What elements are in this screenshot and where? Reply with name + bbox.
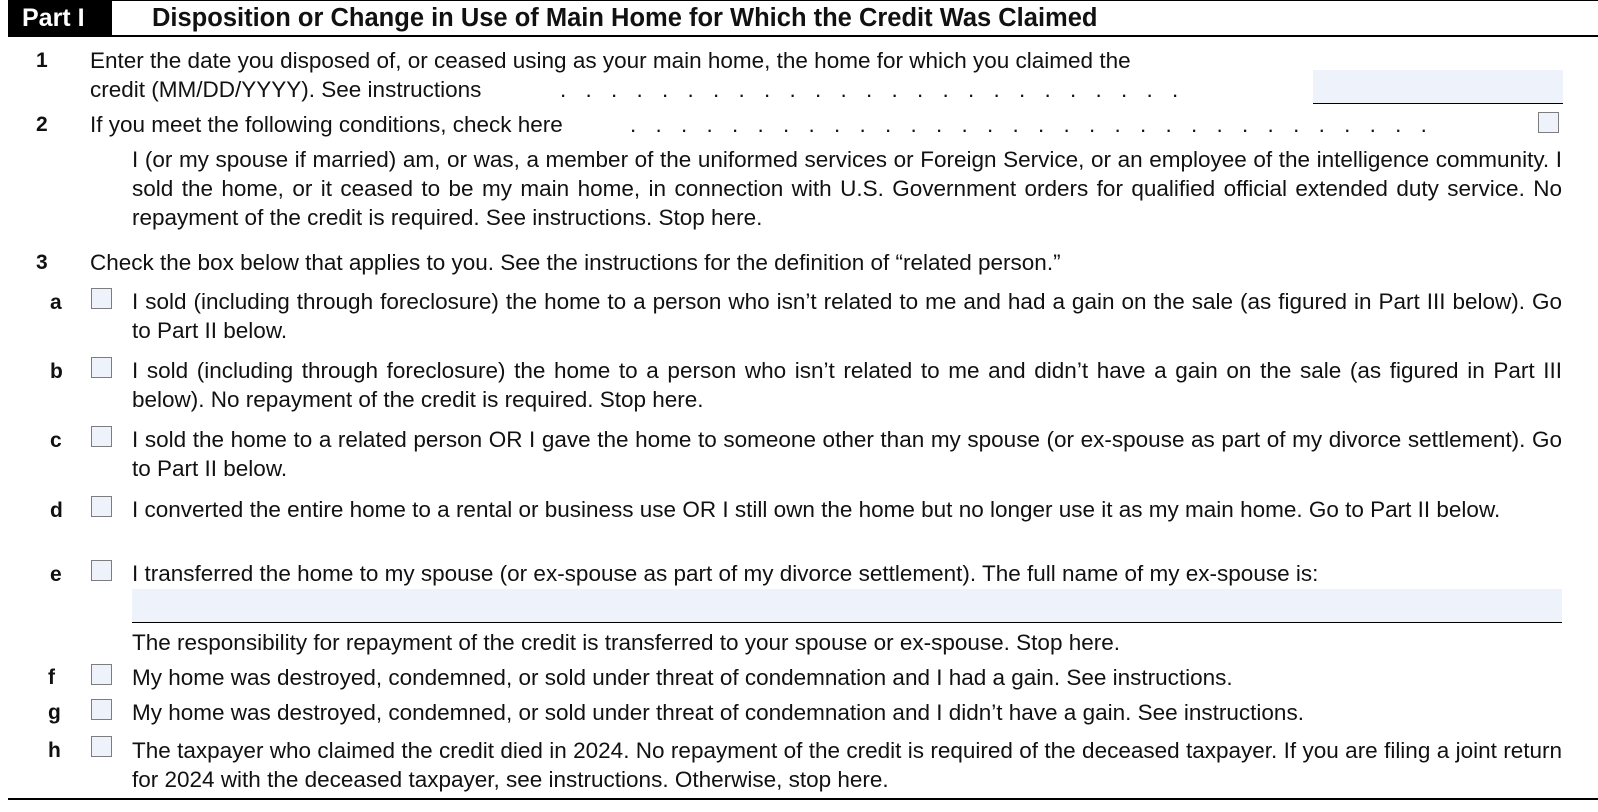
line-1-text-continued: credit (MM/DD/YYYY). See instructions bbox=[90, 77, 482, 102]
option-b-letter: b bbox=[50, 360, 63, 383]
option-c-letter: c bbox=[50, 429, 62, 452]
option-d-checkbox[interactable] bbox=[91, 496, 112, 517]
line-2-leader-dots: . . . . . . . . . . . . . . . . . . . . . . . . . . . . . . . . bbox=[630, 112, 1427, 137]
header-rule bbox=[8, 35, 1598, 37]
option-e-note: The responsibility for repayment of the credit is transferred to your spouse or ex-spouse. Stop here. bbox=[132, 630, 1120, 655]
bottom-rule bbox=[8, 798, 1598, 800]
ex-spouse-name-value bbox=[132, 591, 138, 616]
option-h-letter: h bbox=[48, 739, 61, 762]
option-e-checkbox[interactable] bbox=[91, 560, 112, 581]
line-1-number: 1 bbox=[36, 49, 48, 72]
line-3-number: 3 bbox=[36, 251, 48, 274]
ex-spouse-name-input[interactable] bbox=[132, 589, 1562, 623]
option-a-letter: a bbox=[50, 291, 62, 314]
option-f-text: My home was destroyed, condemned, or sold under threat of condemnation and I had a gain. See instructions. bbox=[132, 665, 1233, 690]
option-d-letter: d bbox=[50, 499, 63, 522]
option-f-letter: f bbox=[48, 666, 55, 689]
line-1-text: Enter the date you disposed of, or ceased using as your main home, the home for which you claimed the bbox=[90, 48, 1131, 73]
option-e-letter: e bbox=[50, 563, 62, 586]
option-b-text: I sold (including through foreclosure) the home to a person who isn’t related to me and didn’t have a gain on the sale (as figured in Part III below). No repayment of the credit is required. Stop here. bbox=[132, 358, 1562, 412]
line-2-checkbox[interactable] bbox=[1538, 112, 1559, 133]
line-1-leader-dots: . . . . . . . . . . . . . . . . . . . . . . . . . bbox=[560, 77, 1179, 102]
option-h-text: The taxpayer who claimed the credit died in 2024. No repayment of the credit is required of the deceased taxpayer. If you are filing a joint return for 2024 with the deceased taxpayer, see instructions. Otherwise, stop here. bbox=[132, 738, 1562, 792]
option-b-checkbox[interactable] bbox=[91, 357, 112, 378]
option-c-text: I sold the home to a related person OR I gave the home to someone other than my spouse (or ex-spouse as part of my divorce settlement). Go to Part II below. bbox=[132, 427, 1562, 481]
option-g-text: My home was destroyed, condemned, or sold under threat of condemnation and I didn’t have a gain. See instructions. bbox=[132, 700, 1304, 725]
option-g-letter: g bbox=[48, 701, 61, 724]
option-e-text: I transferred the home to my spouse (or ex-spouse as part of my divorce settlement). The full name of my ex-spouse is: bbox=[132, 561, 1319, 586]
line-1-date-value bbox=[1313, 72, 1319, 97]
option-d-text: I converted the entire home to a rental or business use OR I still own the home but no longer use it as my main home. Go to Part II below. bbox=[132, 497, 1501, 522]
line-1-date-input[interactable] bbox=[1313, 70, 1563, 104]
part-label: Part I bbox=[8, 1, 112, 36]
option-a-text: I sold (including through foreclosure) the home to a person who isn’t related to me and had a gain on the sale (as figured in Part III below). Go to Part II below. bbox=[132, 289, 1562, 343]
line-2-number: 2 bbox=[36, 113, 48, 136]
line-2-text: If you meet the following conditions, check here bbox=[90, 112, 563, 137]
option-c-checkbox[interactable] bbox=[91, 426, 112, 447]
option-g-checkbox[interactable] bbox=[91, 699, 112, 720]
line-2-condition-text: I (or my spouse if married) am, or was, a member of the uniformed services or Foreign Service, or an employee of the intelligence community. I sold the home, or it ceased to be my main home, in connection with U.S. Government orders for qualified official extended duty service. No repayment of the credit is required. See instructions. Stop here. bbox=[132, 147, 1562, 230]
line-3-text: Check the box below that applies to you. See the instructions for the definition of “related person.” bbox=[90, 250, 1061, 275]
option-f-checkbox[interactable] bbox=[91, 664, 112, 685]
option-a-checkbox[interactable] bbox=[91, 288, 112, 309]
option-h-checkbox[interactable] bbox=[91, 736, 112, 757]
part-title: Disposition or Change in Use of Main Home for Which the Credit Was Claimed bbox=[152, 4, 1098, 32]
